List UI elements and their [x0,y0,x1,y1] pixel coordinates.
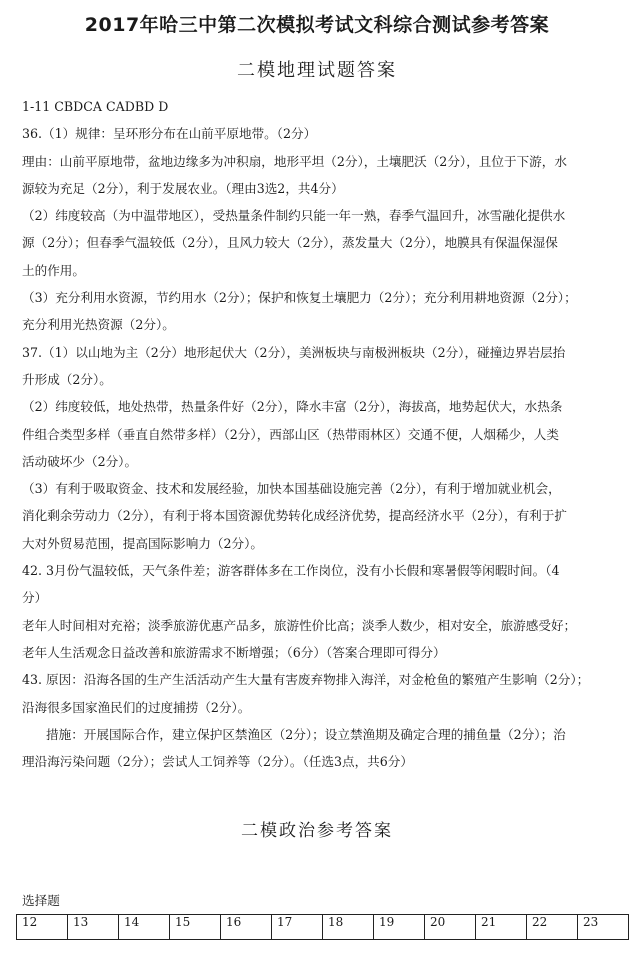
question-number-cell: 22 [527,915,578,940]
question-number-cell: 19 [374,915,425,940]
answer-line: （2）纬度较低，地处热带，热量条件好（2分），降水丰富（2分），海拔高，地势起伏大，水热条 [22,399,563,415]
answer-line: 42. 3月份气温较低，天气条件差；游客群体多在工作岗位，没有小长假和寒暑假等闲暇时间。（4 [22,563,560,579]
choice-answer-table [16,914,629,940]
question-number-cell: 23 [578,915,629,940]
answer-line: （3）有利于吸取资金、技术和发展经验，加快本国基础设施完善（2分），有利于增加就业机会， [22,481,561,497]
answer-line: 老年人生活观念日益改善和旅游需求不断增强；（6分）（答案合理即可得分） [22,644,446,660]
answer-line: 充分利用光热资源（2分）。 [22,317,175,333]
question-number-cell: 12 [17,915,68,940]
answer-line: 大对外贸易范围，提高国际影响力（2分）。 [22,535,263,551]
answer-line: 理由：山前平原地带，盆地边缘多为冲积扇，地形平坦（2分），土壤肥沃（2分），且位于下游，水 [22,153,567,169]
answer-line: 1-11 CBDCA CADBD D [22,99,169,114]
answer-line: 43. 原因：沿海各国的生产生活活动产生大量有害废弃物排入海洋，对金枪鱼的繁殖产生影响（2分）； [22,672,590,688]
answer-line: 37.（1）以山地为主（2分）地形起伏大（2分），美洲板块与南极洲板块（2分），碰撞边界岩层抬 [22,344,566,360]
question-number-cell: 15 [170,915,221,940]
answer-line: 活动破坏少（2分）。 [22,453,138,469]
answer-line: 老年人时间相对充裕；淡季旅游优惠产品多，旅游性价比高；淡季人数少，相对安全，旅游感受好； [22,617,577,633]
question-number-cell: 14 [119,915,170,940]
geography-answers-body [22,93,628,775]
answer-line: 源较为充足（2分），利于发展农业。（理由3选2，共4分） [22,180,344,196]
answer-line: 沿海很多国家渔民们的过度捕捞（2分）。 [22,699,251,715]
politics-answers-heading: 二模政治参考答案 [241,821,393,841]
geography-answers-heading: 二模地理试题答案 [237,60,397,81]
answer-line: 件组合类型多样（垂直自然带多样）（2分），西部山区（热带雨林区）交通不便，人烟稀少，人类 [22,426,559,442]
answer-line: 升形成（2分）。 [22,371,112,387]
answer-line: 源（2分）；但春季气温较低（2分），且风力较大（2分），蒸发量大（2分），地膜具有保温保湿保 [22,235,558,251]
answer-line: （2）纬度较高（为中温带地区），受热量条件制约只能一年一熟，春季气温回升，冰雪融化提供水 [22,208,566,224]
answer-line: 分） [22,590,48,606]
question-number-cell: 16 [221,915,272,940]
question-number-cell: 20 [425,915,476,940]
question-number-cell: 17 [272,915,323,940]
answer-line: 消化剩余劳动力（2分），有利于将本国资源优势转化成经济优势，提高经济水平（2分），有利于扩 [22,508,567,524]
answer-line: （3）充分利用水资源，节约用水（2分）；保护和恢复土壤肥力（2分）；充分利用耕地资源（2分）； [22,290,577,306]
document-title: 2017年哈三中第二次模拟考试文科综合测试参考答案 [84,14,550,36]
multiple-choice-label: 选择题 [22,893,60,908]
question-number-cell: 21 [476,915,527,940]
question-number-cell: 13 [68,915,119,940]
answer-line: 措施：开展国际合作，建立保护区禁渔区（2分）；设立禁渔期及确定合理的捕鱼量（2分）；治 [46,726,566,742]
question-number-cell: 18 [323,915,374,940]
question-number-row [17,915,629,940]
answer-line: 土的作用。 [22,262,85,278]
answer-line: 36.（1）规律：呈环形分布在山前平原地带。（2分） [22,126,317,142]
answer-line: 理沿海污染问题（2分）；尝试人工饲养等（2分）。（任选3点，共6分） [22,754,413,770]
